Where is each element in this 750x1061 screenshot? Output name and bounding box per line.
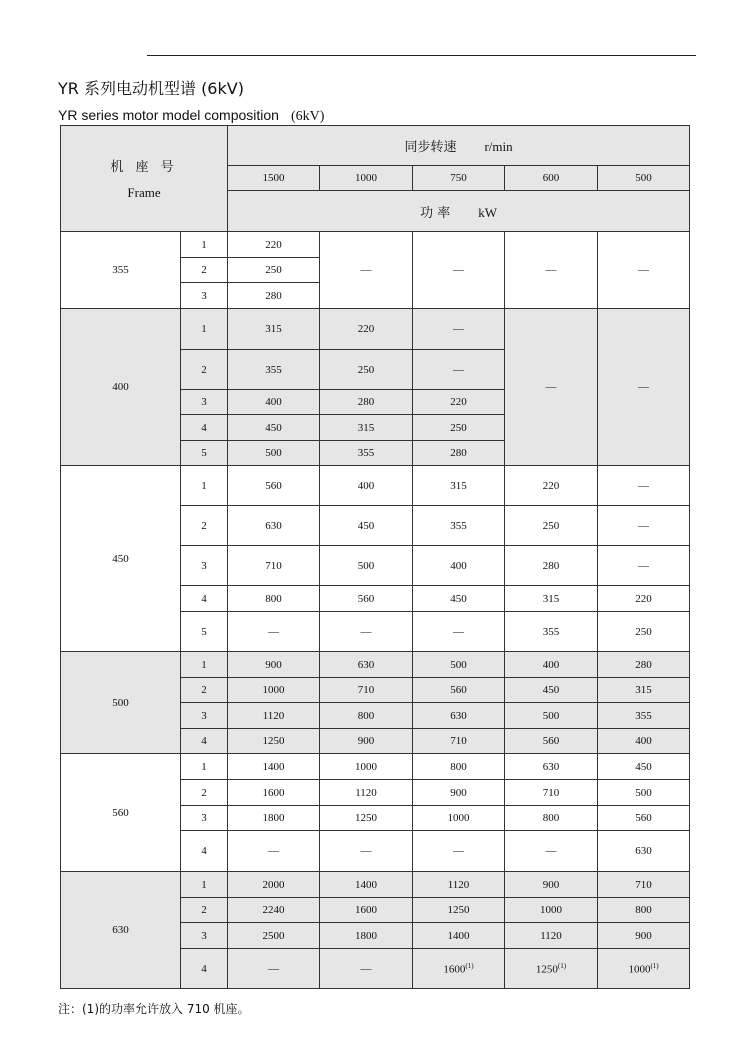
cell-500: — (598, 546, 690, 586)
cell-1500: — (228, 612, 320, 652)
cell-1500: 2240 (228, 898, 320, 923)
footnote: 注：(1)的功率允许放入 710 机座。 (58, 1002, 250, 1016)
cell-500: 220 (598, 586, 690, 612)
cell-1500: 1600 (228, 780, 320, 806)
cell-1500: 560 (228, 466, 320, 506)
row-no: 3 (181, 703, 228, 729)
row-no: 1 (181, 872, 228, 898)
cell-1500: 250 (228, 258, 320, 283)
cell-500: 500 (598, 780, 690, 806)
value: 1600 (443, 963, 466, 976)
cell-600: — (505, 831, 598, 872)
cell-750: 500 (413, 652, 505, 678)
cell-1500: 2000 (228, 872, 320, 898)
row-no: 2 (181, 350, 228, 390)
cell-500: — (598, 466, 690, 506)
frame-450-label: 450 (61, 466, 181, 652)
cell-750: — (413, 350, 505, 390)
value: 1000 (628, 963, 651, 976)
cell-750: — (413, 309, 505, 350)
speed-750: 750 (413, 166, 505, 191)
cell-750: 560 (413, 678, 505, 703)
cell-750: 400 (413, 546, 505, 586)
speed-500: 500 (598, 166, 690, 191)
cell-750: 450 (413, 586, 505, 612)
cell-600: 400 (505, 652, 598, 678)
cell-750 (413, 949, 505, 989)
cell-1000: 1800 (320, 923, 413, 949)
cell-1500: 315 (228, 309, 320, 350)
cell-500: 710 (598, 872, 690, 898)
row-no: 4 (181, 949, 228, 989)
cell-750: 315 (413, 466, 505, 506)
footnote-mark: (1) (465, 961, 474, 970)
cell-1500: 280 (228, 283, 320, 309)
row-no: 1 (181, 754, 228, 780)
cell-600 (505, 949, 598, 989)
cell-600: 630 (505, 754, 598, 780)
cell-1500: 450 (228, 415, 320, 441)
cell-600: 1000 (505, 898, 598, 923)
value: 1250 (535, 963, 558, 976)
cell-600: 710 (505, 780, 598, 806)
title-en-kv: (6kV) (290, 109, 325, 124)
cell-1500: 1250 (228, 729, 320, 754)
row-no: 3 (181, 546, 228, 586)
cell-1000: 280 (320, 390, 413, 415)
cell-1500: 220 (228, 232, 320, 258)
cell-750: 630 (413, 703, 505, 729)
cell-500: 280 (598, 652, 690, 678)
row-no: 1 (181, 466, 228, 506)
cell-1000: 560 (320, 586, 413, 612)
cell-1500: 900 (228, 652, 320, 678)
speed-label: 同步转速 (404, 140, 457, 155)
cell-dash: — (505, 309, 598, 466)
row-no: 4 (181, 831, 228, 872)
speed-header (228, 126, 690, 166)
cell-1500: 1120 (228, 703, 320, 729)
motor-model-table (60, 125, 690, 989)
cell-1000: 1600 (320, 898, 413, 923)
cell-750: 900 (413, 780, 505, 806)
cell-1000: 900 (320, 729, 413, 754)
cell-600: 800 (505, 806, 598, 831)
frame-500-label: 500 (61, 652, 181, 754)
cell-600: 500 (505, 703, 598, 729)
row-no: 3 (181, 806, 228, 831)
row-no: 3 (181, 283, 228, 309)
cell-1000: 450 (320, 506, 413, 546)
cell-500: 560 (598, 806, 690, 831)
row-no: 1 (181, 232, 228, 258)
speed-unit: r/min (484, 139, 513, 154)
row-no: 4 (181, 415, 228, 441)
row-no: 2 (181, 780, 228, 806)
cell-750: 800 (413, 754, 505, 780)
cell-750: 250 (413, 415, 505, 441)
cell-600: 220 (505, 466, 598, 506)
frame-630-label: 630 (61, 872, 181, 989)
cell-750: 1120 (413, 872, 505, 898)
cell-1000: 630 (320, 652, 413, 678)
cell-750: — (413, 612, 505, 652)
cell-1000: — (320, 949, 413, 989)
cell-1000: 220 (320, 309, 413, 350)
frame-355-label: 355 (61, 232, 181, 309)
speed-1500: 1500 (228, 166, 320, 191)
cell-1500: 500 (228, 441, 320, 466)
frame-header-en: Frame (127, 185, 161, 200)
cell-1000: 1000 (320, 754, 413, 780)
row-no: 1 (181, 309, 228, 350)
cell-600: 250 (505, 506, 598, 546)
cell-1500: 630 (228, 506, 320, 546)
cell-750: — (413, 831, 505, 872)
top-rule (147, 55, 696, 56)
cell-600: 280 (505, 546, 598, 586)
cell-1500: — (228, 831, 320, 872)
page-title-cn: YR 系列电动机型谱 (6kV) (58, 79, 244, 98)
cell-500: — (598, 506, 690, 546)
cell-1000: 315 (320, 415, 413, 441)
cell-600: 1120 (505, 923, 598, 949)
title-en-text: YR series motor model composition (58, 107, 279, 123)
cell-750: 1000 (413, 806, 505, 831)
cell-600: 355 (505, 612, 598, 652)
page-title-en (58, 107, 324, 125)
cell-500: 355 (598, 703, 690, 729)
speed-600: 600 (505, 166, 598, 191)
cell-500: 900 (598, 923, 690, 949)
cell-1000: 710 (320, 678, 413, 703)
cell-500: 250 (598, 612, 690, 652)
row-no: 1 (181, 652, 228, 678)
cell-dash: — (505, 232, 598, 309)
row-no: 5 (181, 612, 228, 652)
cell-dash: — (320, 232, 413, 309)
frame-400-label: 400 (61, 309, 181, 466)
cell-1500: 1800 (228, 806, 320, 831)
cell-1500: 800 (228, 586, 320, 612)
cell-750: 355 (413, 506, 505, 546)
cell-750: 220 (413, 390, 505, 415)
cell-500: 800 (598, 898, 690, 923)
footnote-mark: (1) (650, 961, 659, 970)
cell-500 (598, 949, 690, 989)
cell-600: 450 (505, 678, 598, 703)
cell-dash: — (598, 309, 690, 466)
cell-1000: 250 (320, 350, 413, 390)
cell-1500: 355 (228, 350, 320, 390)
row-no: 3 (181, 390, 228, 415)
cell-500: 450 (598, 754, 690, 780)
footnote-mark: (1) (557, 961, 567, 970)
cell-500: 315 (598, 678, 690, 703)
cell-dash: — (413, 232, 505, 309)
cell-600: 900 (505, 872, 598, 898)
cell-500: 400 (598, 729, 690, 754)
power-unit: kW (478, 204, 497, 220)
cell-750: 1250 (413, 898, 505, 923)
row-no: 2 (181, 678, 228, 703)
cell-1000: 500 (320, 546, 413, 586)
row-no: 3 (181, 923, 228, 949)
power-label: 功 率 (420, 205, 451, 221)
cell-1500: 2500 (228, 923, 320, 949)
power-header (228, 191, 690, 232)
cell-1000: 400 (320, 466, 413, 506)
cell-600: 560 (505, 729, 598, 754)
cell-1500: — (228, 949, 320, 989)
cell-750: 1400 (413, 923, 505, 949)
row-no: 4 (181, 729, 228, 754)
cell-1000: 355 (320, 441, 413, 466)
cell-1500: 400 (228, 390, 320, 415)
cell-1000: 1400 (320, 872, 413, 898)
frame-header (61, 126, 228, 232)
cell-1500: 1400 (228, 754, 320, 780)
cell-1000: 800 (320, 703, 413, 729)
cell-1500: 1000 (228, 678, 320, 703)
frame-560-label: 560 (61, 754, 181, 872)
row-no: 5 (181, 441, 228, 466)
cell-1000: — (320, 612, 413, 652)
row-no: 2 (181, 898, 228, 923)
cell-500: 630 (598, 831, 690, 872)
cell-1000: 1120 (320, 780, 413, 806)
row-no: 2 (181, 258, 228, 283)
cell-dash: — (598, 232, 690, 309)
cell-1000: 1250 (320, 806, 413, 831)
frame-header-cn: 机 座 号 (110, 160, 178, 175)
cell-750: 710 (413, 729, 505, 754)
cell-750: 280 (413, 441, 505, 466)
cell-1500: 710 (228, 546, 320, 586)
row-no: 4 (181, 586, 228, 612)
cell-600: 315 (505, 586, 598, 612)
cell-1000: — (320, 831, 413, 872)
speed-1000: 1000 (320, 166, 413, 191)
row-no: 2 (181, 506, 228, 546)
